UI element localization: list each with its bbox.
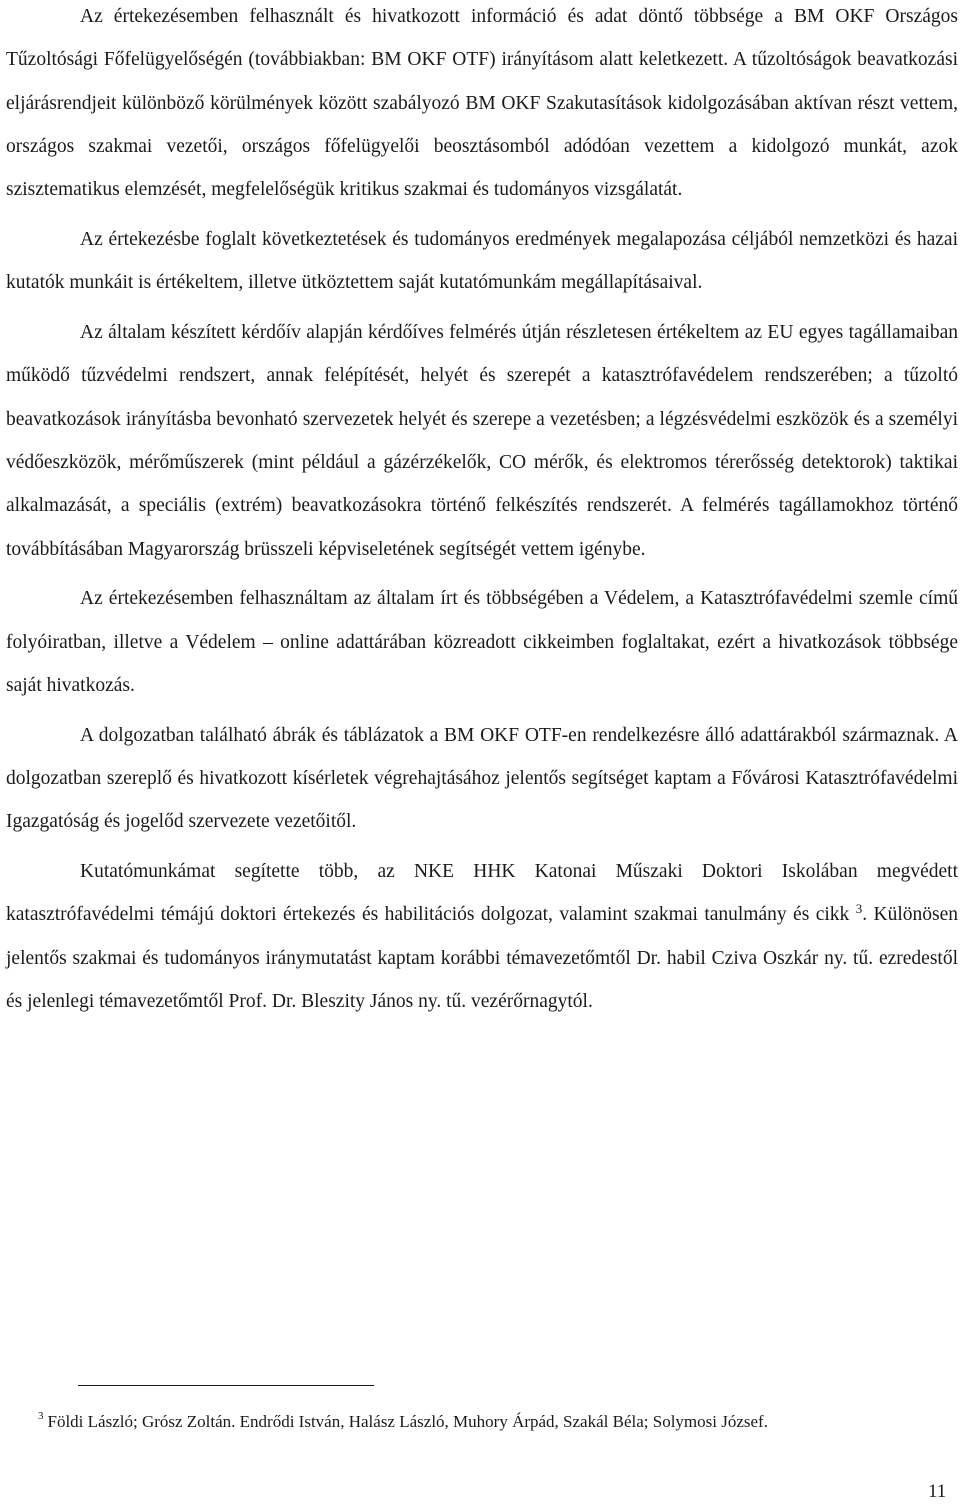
paragraph-5: A dolgozatban található ábrák és táblázatok a BM OKF OTF-en rendelkezésre álló adattárakból származnak. A dolgozatban szereplő és hivatkozott kísérletek végrehajtásához jelentős segítséget kaptam a Fővárosi Katasztrófavédelmi Igazgatóság és jogelőd szervezete vezetőitől. <box>6 724 958 833</box>
paragraph-6-text-start: Kutatómunkámat segítette több, az NKE HHK Katonai Műszaki Doktori Iskolában megvédett katasztrófavédelmi témájú doktori értekezés és habilitációs dolgozat, valamint szakmai tanulmány és cikk <box>6 861 958 926</box>
document-page <box>6 0 958 1023</box>
footnote-text: Földi László; Grósz Zoltán. Endrődi István, Halász László, Muhory Árpád, Szakál Béla; Solymosi József. <box>47 1412 768 1431</box>
paragraph-4: Az értekezésemben felhasználtam az általam írt és többségében a Védelem, a Katasztrófavédelmi szemle című folyóiratban, illetve a Védelem – online adattárában közreadott cikkeimben foglaltakat, ezért a hivatkozások többsége saját hivatkozás. <box>6 588 958 696</box>
footnote-reference[interactable]: 3 <box>855 901 863 917</box>
footnote-separator <box>78 1385 374 1386</box>
paragraph-2: Az értekezésbe foglalt következtetések és tudományos eredmények megalapozása céljából nemzetközi és hazai kutatók munkáit is értékeltem, illetve ütköztettem saját kutatómunkám megállapításaival. <box>6 228 958 294</box>
paragraph-3: Az általam készített kérdőív alapján kérdőíves felmérés útján részletesen értékeltem az EU egyes tagállamaiban működő tűzvédelmi rendszert, annak felépítését, helyét és szerepét a katasztrófavédelem rendszerében; a tűzoltó beavatkozások irányításba bevonható szervezetek helyét és szerepe a vezetésben; a légzésvédelmi eszközök és a személyi védőeszközök, mérőműszerek (mint például a gázérzékelők, CO mérők, és elektromos térerősség detektorok) taktikai alkalmazását, a speciális (extrém) beavatkozásokra történő felkészítés rendszerét. A felmérés tagállamokhoz történő továbbításában Magyarország brüsszeli képviseletének segítségét vettem igénybe. <box>6 322 958 560</box>
page-number: 11 <box>928 1481 947 1502</box>
paragraph-6 <box>6 850 958 1023</box>
footnote-mark: 3 <box>38 1410 44 1422</box>
paragraph-6-text-end: . Különösen jelentős szakmai és tudományos iránymutatást kaptam korábbi témavezetőmtől Dr. habil Cziva Oszkár ny. tű. ezredestől és jelenlegi témavezetőmtől Prof. Dr. Bleszity János ny. tű. vezérőrnagytól. <box>6 904 958 1013</box>
paragraph-1: Az értekezésemben felhasznált és hivatkozott információ és adat döntő többsége a BM OKF Országos Tűzoltósági Főfelügyelőségén (továbbiakban: BM OKF OTF) irányításom alatt keletkezett. A tűzoltóságok beavatkozási eljárásrendjeit különböző körülmények között szabályozó BM OKF Szakutasítások kidolgozásában aktívan részt vettem, országos szakmai vezetői, országos főfelügyelői beosztásomból adódóan vezettem a kidolgozó munkát, azok szisztematikus elemzését, megfelelőségük kritikus szakmai és tudományos vizsgálatát. <box>6 6 958 201</box>
footnote <box>38 1410 948 1434</box>
